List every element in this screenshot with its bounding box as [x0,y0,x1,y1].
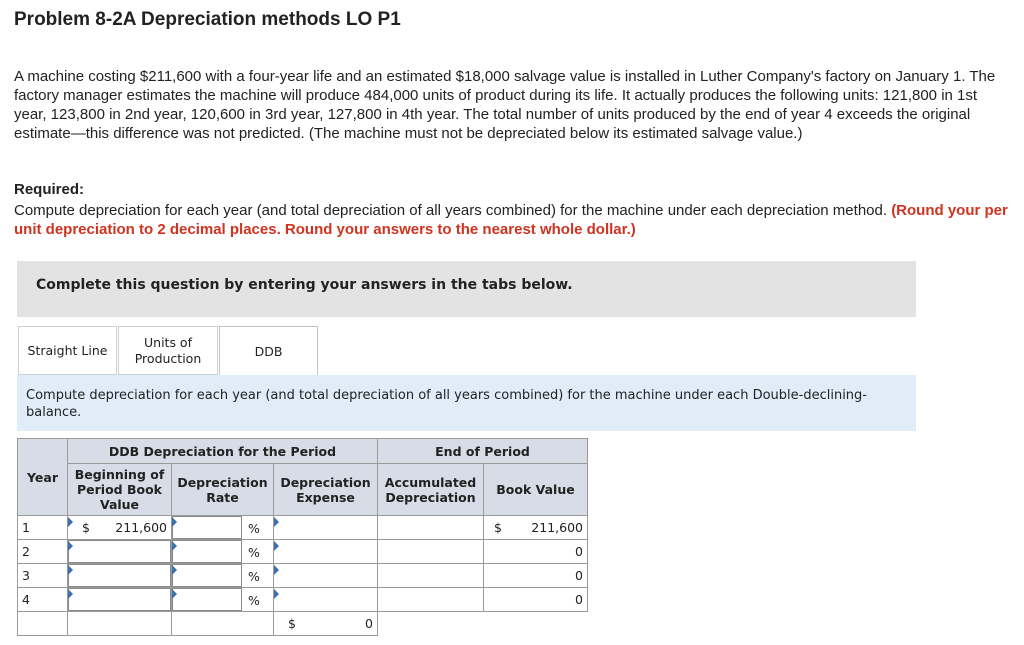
instruction-banner [17,375,916,431]
rate-field[interactable] [172,540,242,563]
input-marker [274,541,279,551]
input-marker [68,565,73,575]
col-expense: Depreciation Expense [274,464,378,516]
input-marker [172,589,177,599]
tab-straight-line[interactable]: Straight Line [18,326,117,375]
input-marker [172,517,177,527]
input-marker [68,589,73,599]
tab-units-of-production[interactable] [118,326,218,375]
table-row [18,588,588,612]
col-rate: Depreciation Rate [172,464,274,516]
beginning-value-cell[interactable] [68,516,172,540]
accumulated-cell [378,540,484,564]
rounding-note: (Round your per unit depreciation to 2 decimal places. Round your answers to the nearest whole dollar.) [14,202,1008,238]
year-label: 4 [22,592,30,607]
input-marker [172,541,177,551]
currency-sign: $ [288,616,296,631]
beginning-value-field[interactable] [68,540,171,563]
beginning-value-input[interactable] [68,540,172,564]
book-value-cell [484,564,588,588]
rate-field[interactable] [172,564,242,587]
total-blank-cell [18,612,68,636]
year-cell [18,588,68,612]
col-book-value: Book Value [484,464,588,516]
book-value: 211,600 [531,520,583,535]
book-value-cell [484,588,588,612]
rate-input[interactable] [172,516,274,540]
beginning-value-field[interactable] [68,588,171,611]
required-instructions: Compute depreciation for each year (and total depreciation of all years combined) for the machine under each depreciation method. [14,202,888,219]
book-value-cell [484,516,588,540]
col-year: Year [18,439,68,516]
beginning-value-field[interactable] [68,564,171,587]
input-marker [68,541,73,551]
rate-input[interactable] [172,564,274,588]
rate-input[interactable] [172,540,274,564]
beginning-value-input[interactable] [68,588,172,612]
ddb-table [17,438,588,636]
currency-sign: $ [494,520,502,535]
year-label: 3 [22,568,30,583]
input-marker [68,517,73,527]
table-row [18,564,588,588]
problem-text: A machine costing $211,600 with a four-year life and an estimated $18,000 salvage value is installed in Luther Company's factory on January 1. The factory manager estimates the machine will produce 484,000 units of product during its life. It actually produces the following units: 121,800 in 1st year, 123,800 in 2nd year, 120,600 in 3rd year, 127,800 in 4th year. The total number of units produced by the end of year 4 exceeds the original estimate—this difference was not predicted. (The machine must not be depreciated below its estimated salvage value.) [14,68,996,142]
percent-sign: % [248,593,260,608]
total-blank-cell [484,612,588,636]
required-heading: Required: [14,181,85,198]
percent-sign: % [248,569,260,584]
table-row [18,516,588,540]
rate-input[interactable] [172,588,274,612]
accumulated-cell [378,516,484,540]
percent-sign: % [248,521,260,536]
percent-sign: % [248,545,260,560]
page-title: Problem 8-2A Depreciation methods LO P1 [14,9,401,30]
accumulated-cell [378,588,484,612]
tab-units-label: Units of Production [134,334,202,366]
tab-ddb[interactable]: DDB [219,326,318,376]
input-marker [172,565,177,575]
expense-input[interactable] [274,588,378,612]
total-blank-cell [378,612,484,636]
currency-sign: $ [82,520,90,535]
year-label: 1 [22,520,30,535]
col-accumulated: Accumulated Depreciation [378,464,484,516]
accumulated-cell [378,564,484,588]
year-label: 2 [22,544,30,559]
expense-input[interactable] [274,564,378,588]
beginning-value: 211,600 [115,520,167,535]
rate-field[interactable] [172,588,242,611]
total-row [18,612,588,636]
book-value: 0 [575,592,583,607]
complete-question-text: Complete this question by entering your answers in the tabs below. [36,277,573,293]
year-cell [18,516,68,540]
complete-question-banner [17,261,916,317]
year-cell [18,540,68,564]
total-expense-cell [274,612,378,636]
expense-input[interactable] [274,516,378,540]
group-ddb-period: DDB Depreciation for the Period [68,439,378,464]
year-cell [18,564,68,588]
total-expense: 0 [365,616,373,631]
table-row [18,540,588,564]
required-text [14,201,1009,239]
total-blank-cell [68,612,172,636]
book-value: 0 [575,544,583,559]
book-value-cell [484,540,588,564]
rate-field[interactable] [172,516,242,539]
book-value: 0 [575,568,583,583]
input-marker [274,517,279,527]
beginning-value-input[interactable] [68,564,172,588]
input-marker [274,565,279,575]
total-blank-cell [172,612,274,636]
group-end-period: End of Period [378,439,588,464]
col-beginning-value: Beginning of Period Book Value [68,464,172,516]
expense-input[interactable] [274,540,378,564]
instruction-text: Compute depreciation for each year (and total depreciation of all years combined) for the machine under each Double-declining-balance. [26,388,867,420]
input-marker [274,589,279,599]
